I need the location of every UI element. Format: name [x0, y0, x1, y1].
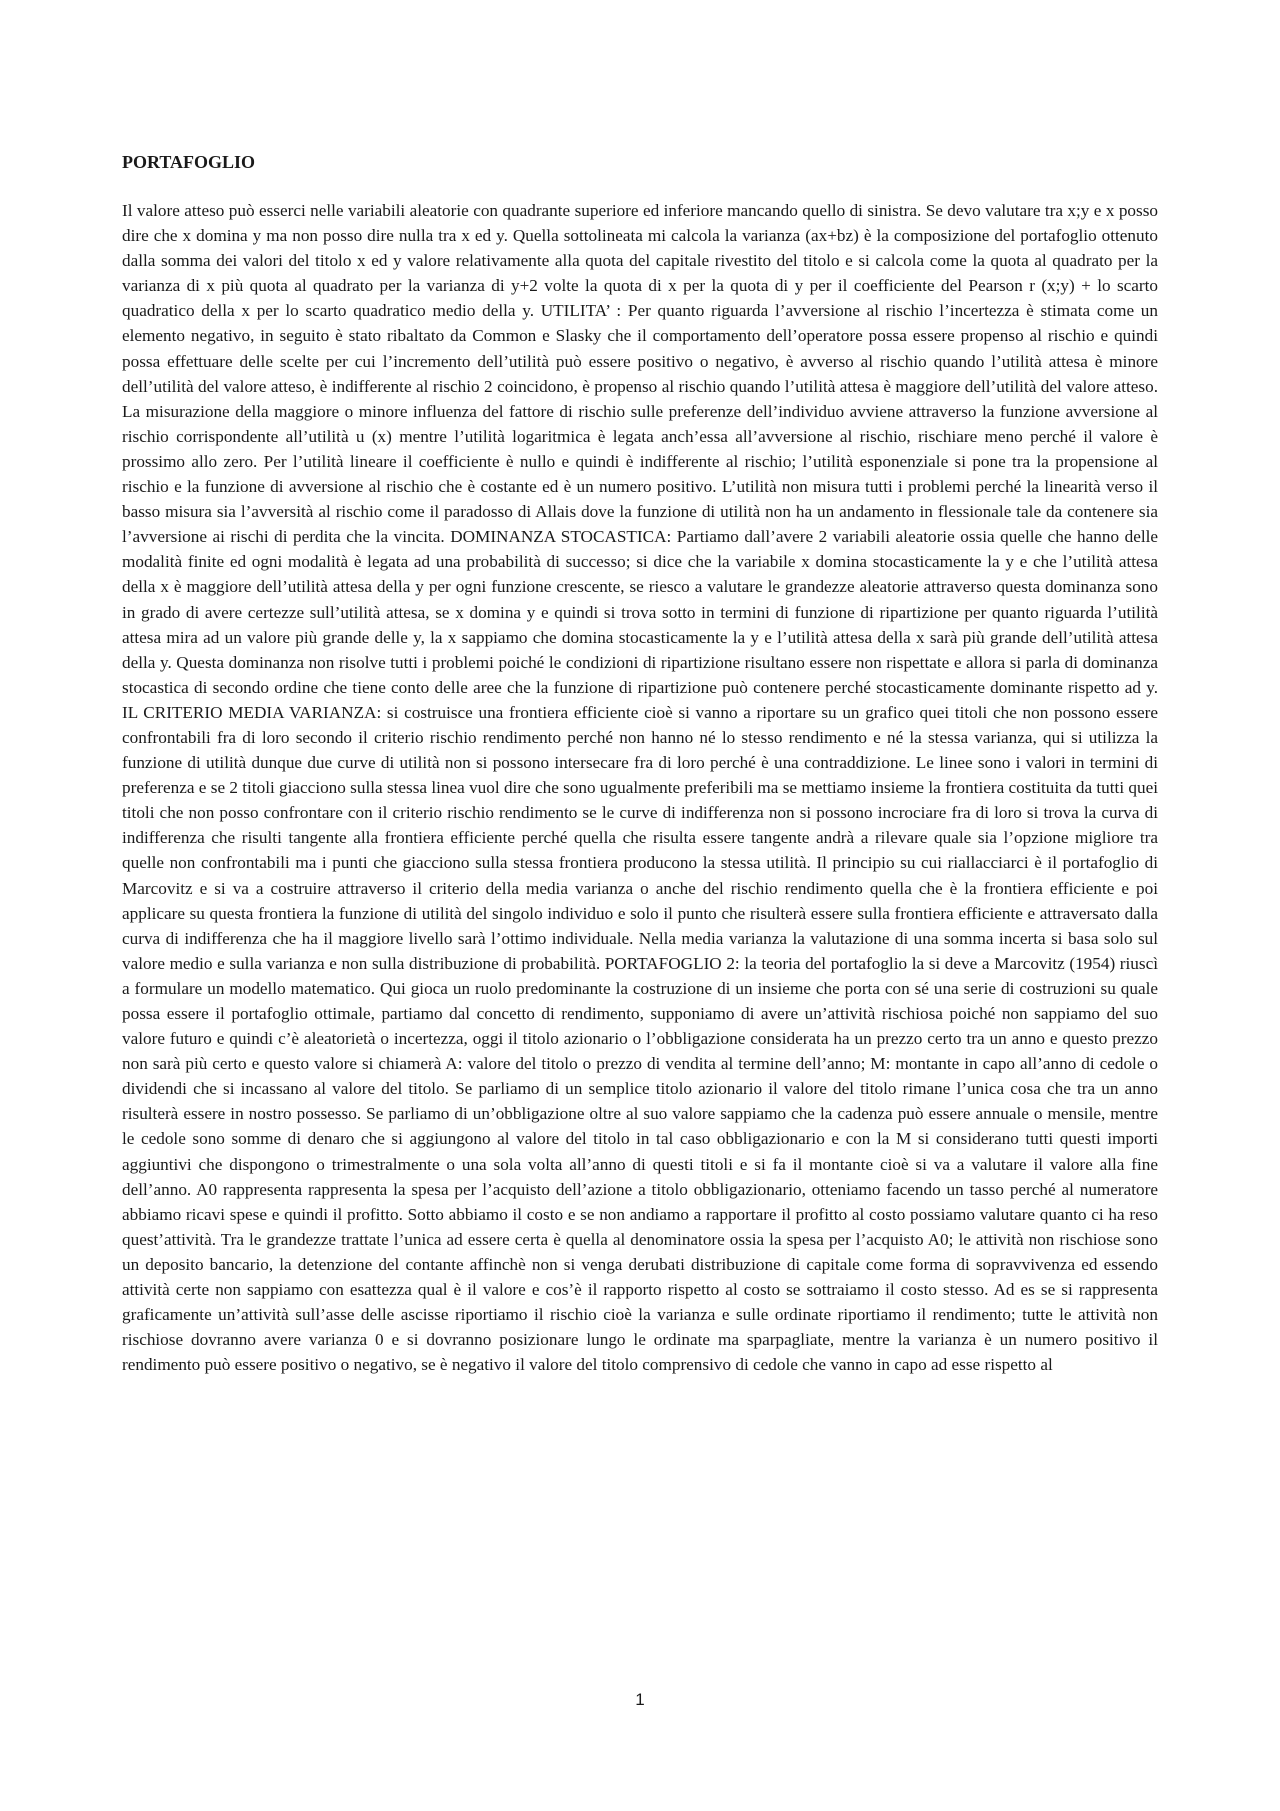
document-title: PORTAFOGLIO	[122, 152, 256, 172]
page-number: 1	[635, 1690, 645, 1709]
page-content	[122, 150, 1158, 1377]
body-paragraph: Il valore atteso può esserci nelle variabili aleatorie con quadrante superiore ed inferiore mancando quello di sinistra. Se devo valutare tra x;y e x posso dire che x domina y ma non posso dire nulla tra x ed y. Quella sottolineata mi calcola la varianza (ax+bz) è la composizione del portafoglio ottenuto dalla somma dei valori del titolo x ed y valore relativamente alla quota del capitale rivestito del titolo e si calcola come la quota al quadrato per la varianza di x più quota al quadrato per la varianza di y+2 volte la quota di x per la quota di y per il coefficiente del Pearson r (x;y) + lo scarto quadratico della x per lo scarto quadratico medio della y. UTILITA’ : Per quanto riguarda l’avversione al rischio l’incertezza è stimata come un elemento negativo, in seguito è stato ribaltato da Common e Slasky che il comportamento dell’operatore possa essere propenso al rischio e quindi possa effettuare delle scelte per cui l’incremento dell’utilità può essere positivo o negativo, è avverso al rischio quando l’utilità attesa è minore dell’utilità del valore atteso, è indifferente al rischio 2 coincidono, è propenso al rischio quando l’utilità attesa è maggiore dell’utilità del valore atteso. La misurazione della maggiore o minore influenza del fattore di rischio sulle preferenze dell’individuo avviene attraverso la funzione avversione al rischio corrispondente all’utilità u (x) mentre l’utilità logaritmica è legata anch’essa all’avversione al rischio, rischiare meno perché il valore è prossimo allo zero. Per l’utilità lineare il coefficiente è nullo e quindi è indifferente al rischio; l’utilità esponenziale si pone tra la propensione al rischio e la funzione di avversione al rischio che è costante ed è un numero positivo. L’utilità non misura tutti i problemi perché la linearità verso il basso misura sia l’avversità al rischio come il paradosso di Allais dove la funzione di utilità non ha un andamento in flessionale tale da contenere sia l’avversione ai rischi di perdita che la vincita. DOMINANZA STOCASTICA: Partiamo dall’avere 2 variabili aleatorie ossia quelle che hanno delle modalità finite ed ogni modalità è legata ad una probabilità di successo; si dice che la variabile x domina stocasticamente la y e che l’utilità attesa della x è maggiore dell’utilità attesa della y per ogni funzione crescente, se riesco a valutare le grandezze aleatorie attraverso questa dominanza sono in grado di avere certezze sull’utilità attesa, se x domina y e quindi si trova sotto in termini di funzione di ripartizione per quanto riguarda l’utilità attesa mira ad un valore più grande delle y, la x sappiamo che domina stocasticamente la y e l’utilità attesa della x sarà più grande dell’utilità attesa della y. Questa dominanza non risolve tutti i problemi poiché le condizioni di ripartizione risultano essere non rispettate e allora si parla di dominanza stocastica di secondo ordine che tiene conto delle aree che la funzione di ripartizione può contenere perché stocasticamente dominante rispetto ad y. IL CRITERIO MEDIA VARIANZA: si costruisce una frontiera efficiente cioè si vanno a riportare su un grafico quei titoli che non possono essere confrontabili fra di loro secondo il criterio rischio rendimento perché non hanno né lo stesso rendimento e né la stessa varianza, qui si utilizza la funzione di utilità dunque due curve di utilità non si possono intersecare fra di loro perché è una contraddizione. Le linee sono i valori in termini di preferenza e se 2 titoli giacciono sulla stessa linea vuol dire che sono ugualmente preferibili ma se mettiamo insieme la frontiera costituita da tutti quei titoli che non posso confrontare con il criterio rischio rendimento se le curve di indifferenza non si possono incrociare fra di loro si trova la curva di indifferenza che risulti tangente alla frontiera efficiente perché quella che risulta essere tangente andrà a rilevare quale sia l’opzione migliore tra quelle non confrontabili ma i punti che giacciono sulla stessa frontiera producono la stessa utilità. Il principio su cui riallacciarci è il portafoglio di Marcovitz e si va a costruire attraverso il criterio della media varianza o anche del rischio rendimento quella che è la frontiera efficiente e poi applicare su questa frontiera la funzione di utilità del singolo individuo e solo il punto che risulterà essere sulla frontiera efficiente e attraversato dalla curva di indifferenza che ha il maggiore livello sarà l’ottimo individuale. Nella media varianza la valutazione di una somma incerta si basa solo sul valore medio e sulla varianza e non sulla distribuzione di probabilità. PORTAFOGLIO 2: la teoria del portafoglio la si deve a Marcovitz (1954) riuscì a formulare un modello matematico. Qui gioca un ruolo predominante la costruzione di un insieme che porta con sé una serie di costruzioni su quale possa essere il portafoglio ottimale, partiamo dal concetto di rendimento, supponiamo di avere un’attività rischiosa poiché non sappiamo del suo valore futuro e quindi c’è aleatorietà o incertezza, oggi il titolo azionario o l’obbligazione considerata ha un prezzo certo tra un anno e questo prezzo non sarà più certo e questo valore si chiamerà A: valore del titolo o prezzo di vendita al termine dell’anno; M: montante in capo all’anno di cedole o dividendi che si incassano al valore del titolo. Se parliamo di un semplice titolo azionario il valore del titolo rimane l’unica cosa che tra un anno risulterà essere in nostro possesso. Se parliamo di un’obbligazione oltre al suo valore sappiamo che la cadenza può essere annuale o mensile, mentre le cedole sono somme di denaro che si aggiungono al valore del titolo in tal caso obbligazionario e con la M si considerano tutti questi importi aggiuntivi che dispongono o trimestralmente o una sola volta all’anno di questi titoli e si fa il montante cioè si va a valutare il valore alla fine dell’anno. A0 rappresenta rappresenta la spesa per l’acquisto dell’azione a titolo obbligazionario, otteniamo facendo un tasso perché al numeratore abbiamo ricavi spese e quindi il profitto. Sotto abbiamo il costo e se non andiamo a rapportare il profitto al costo possiamo valutare quanto ci ha reso quest’attività. Tra le grandezze trattate l’unica ad essere certa è quella al denominatore ossia la spesa per l’acquisto A0; le attività non rischiose sono un deposito bancario, la detenzione del contante affinchè non si venga derubati distribuzione di capitale come forma di sopravvivenza ed essendo attività certe non sappiamo con esattezza qual è il valore e cos’è il rapporto rispetto al costo se sottraiamo il costo stesso. Ad es se si rappresenta graficamente un’attività sull’asse delle ascisse riportiamo il rischio cioè la varianza e sulle ordinate riportiamo il rendimento; tutte le attività non rischiose dovranno avere varianza 0 e si dovranno posizionare lungo le ordinate ma sparpagliate, mentre la varianza è un numero positivo il rendimento può essere positivo o negativo, se è negativo il valore del titolo comprensivo di cedole che vanno in capo ad esse rispetto al	[122, 201, 1158, 1375]
